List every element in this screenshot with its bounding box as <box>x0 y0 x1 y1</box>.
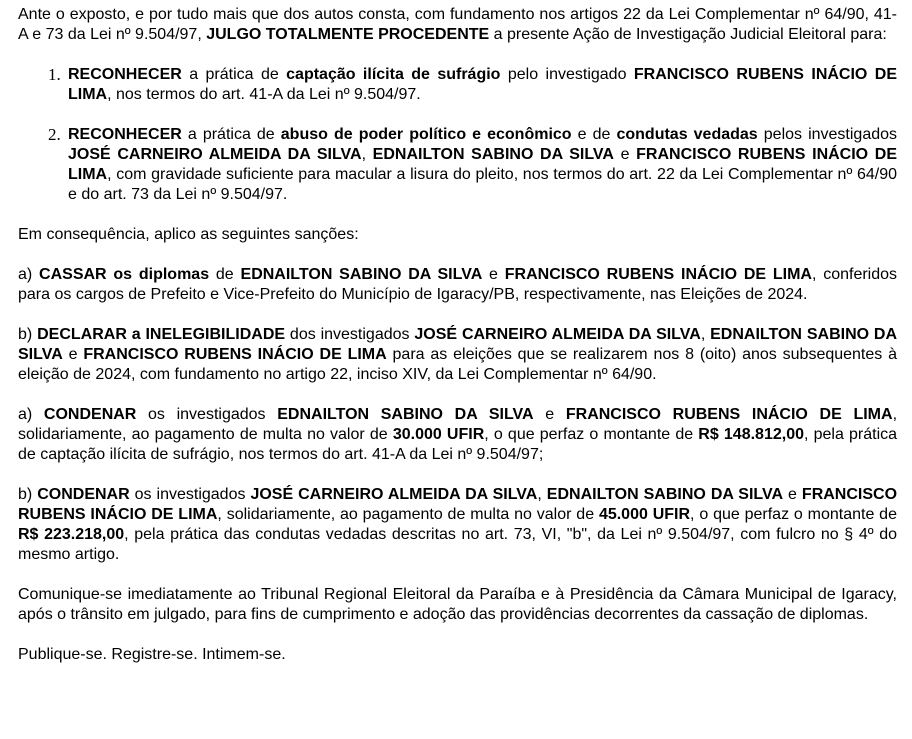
text: para as eleições que se realizarem nos 8 (oito) anos subsequentes à eleição de 2024, com fundamento no artigo 22, inciso XIV, da Lei Complementar nº 64/90. <box>18 346 898 383</box>
closing-paragraph: Publique-se. Registre-se. Intimem-se. <box>18 646 286 663</box>
text: , com gravidade suficiente para macular a lisura do pleito, nos termos do art. 22 da Lei Complementar nº 64/90 e do art. 73 da Lei nº 9.504/97. <box>68 166 897 203</box>
text: , solidariamente, ao pagamento de multa no valor de <box>217 506 599 523</box>
text: e <box>62 346 84 363</box>
document-body <box>18 5 897 665</box>
bold-text: FRANCISCO RUBENS INÁCIO DE LIMA <box>18 486 898 523</box>
text: e <box>482 266 505 283</box>
text: e <box>533 406 566 423</box>
bold-text: EDNAILTON SABINO DA SILVA <box>240 266 483 283</box>
text: , <box>537 486 547 503</box>
bold-text: JOSÉ CARNEIRO ALMEIDA DA SILVA <box>68 146 362 163</box>
text: pelo investigado <box>500 66 634 83</box>
bold-text: FRANCISCO RUBENS INÁCIO DE LIMA <box>83 346 387 363</box>
text: e de <box>571 126 617 143</box>
recognition-list <box>18 65 897 205</box>
bold-text: JOSÉ CARNEIRO ALMEIDA DA SILVA <box>414 326 701 343</box>
bold-text: R$ 148.812,00 <box>698 426 804 443</box>
text: b) <box>18 486 38 503</box>
text: pelos investigados <box>757 126 898 143</box>
text: a prática de <box>181 66 287 83</box>
bold-text: 45.000 UFIR <box>598 506 691 523</box>
text: os investigados <box>136 406 278 423</box>
bold-text: EDNAILTON SABINO DA SILVA <box>372 146 614 163</box>
text: , pela prática das condutas vedadas descritas no art. 73, VI, "b", da Lei nº 9.504/97, com fulcro no § 4º do mesmo artigo. <box>18 526 897 563</box>
sanction-cassation <box>18 265 897 305</box>
bold-text: FRANCISCO RUBENS INÁCIO DE LIMA <box>504 266 812 283</box>
text: , o que perfaz o montante de <box>484 426 699 443</box>
text: e <box>613 146 637 163</box>
bold-text: RECONHECER <box>68 66 182 83</box>
bold-text: EDNAILTON SABINO DA SILVA <box>277 406 534 423</box>
bold-text: condutas vedadas <box>616 126 758 143</box>
bold-text: CASSAR os diplomas <box>39 266 210 283</box>
text: , <box>361 146 373 163</box>
bold-text: EDNAILTON SABINO DA SILVA <box>18 326 898 363</box>
intro-text-end: a presente Ação de Investigação Judicial Eleitoral para: <box>489 26 887 43</box>
text: , conferidos para os cargos de Prefeito e Vice-Prefeito do Município de Igaracy/PB, respectivamente, nas Eleições de 2024. <box>18 266 898 303</box>
text: a) <box>18 266 40 283</box>
verdict-text: JULGO TOTALMENTE PROCEDENTE <box>206 26 490 43</box>
list-item <box>48 125 898 205</box>
text: , solidariamente, ao pagamento de multa no valor de <box>18 406 898 443</box>
communication-paragraph: Comunique-se imediatamente ao Tribunal Regional Eleitoral da Paraíba e à Presidência da Câmara Municipal de Igaracy, após o trânsito em julgado, para fins de cumprimento e adoção das providências decorrentes da cassação de diplomas. <box>18 586 897 623</box>
bold-text: FRANCISCO RUBENS INÁCIO DE LIMA <box>68 146 897 183</box>
bold-text: R$ 223.218,00 <box>18 526 125 543</box>
text: a) <box>18 406 44 423</box>
bold-text: FRANCISCO RUBENS INÁCIO DE LIMA <box>565 406 893 423</box>
text: , nos termos do art. 41-A da Lei nº 9.504/97. <box>107 86 421 103</box>
text: , <box>700 326 711 343</box>
text: , pela prática de captação ilícita de sufrágio, nos termos do art. 41-A da Lei nº 9.504/97; <box>18 426 898 463</box>
bold-text: 30.000 UFIR <box>392 426 485 443</box>
text: de <box>209 266 241 283</box>
text: a prática de <box>181 126 281 143</box>
bold-text: FRANCISCO RUBENS INÁCIO DE LIMA <box>68 66 898 103</box>
consequence-paragraph: Em consequência, aplico as seguintes sanções: <box>18 226 359 243</box>
bold-text: CONDENAR <box>43 406 137 423</box>
sanction-fine-bribery <box>18 405 897 465</box>
list-marker: 1. <box>48 65 61 84</box>
text: , o que perfaz o montante de <box>690 506 897 523</box>
intro-paragraph <box>18 5 897 45</box>
bold-text: DECLARAR a INELEGIBILIDADE <box>37 326 286 343</box>
list-marker: 2. <box>48 125 61 144</box>
bold-text: JOSÉ CARNEIRO ALMEIDA DA SILVA <box>250 486 538 503</box>
text: e <box>783 486 802 503</box>
bold-text: EDNAILTON SABINO DA SILVA <box>546 486 784 503</box>
sanction-fine-prohibited-conduct <box>18 485 897 565</box>
bold-text: CONDENAR <box>37 486 130 503</box>
list-item <box>48 65 898 105</box>
bold-text: abuso de poder político e econômico <box>280 126 572 143</box>
text: b) <box>18 326 38 343</box>
sanction-ineligibility <box>18 325 897 385</box>
intro-text: Ante o exposto, e por tudo mais que dos autos consta, com fundamento nos artigos 22 da Lei Complementar nº 64/90, 41-A e 73 da Lei nº 9.504/97, <box>18 6 897 43</box>
text: os investigados <box>129 486 251 503</box>
bold-text: captação ilícita de sufrágio <box>286 66 501 83</box>
text: dos investigados <box>285 326 415 343</box>
bold-text: RECONHECER <box>68 126 182 143</box>
